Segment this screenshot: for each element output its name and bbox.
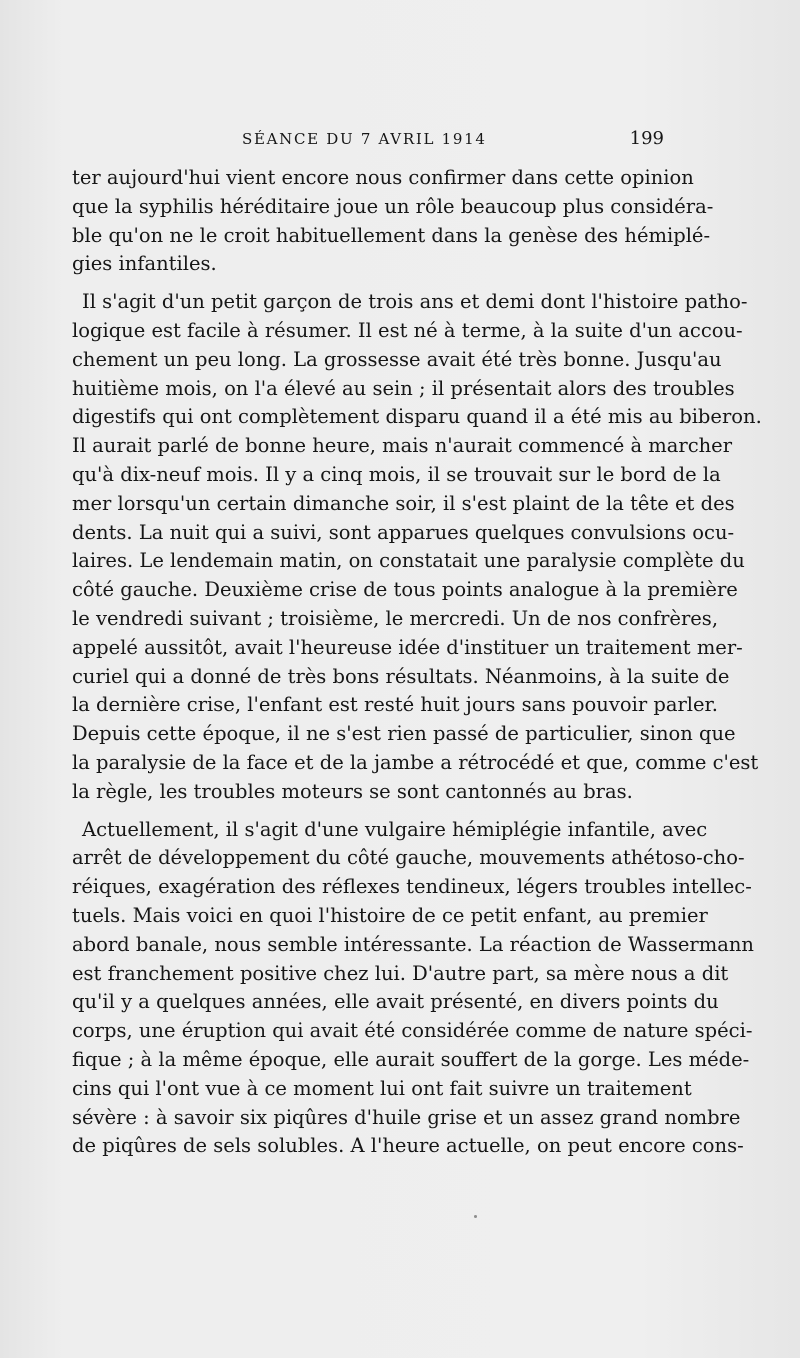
paper-speck <box>474 1215 477 1218</box>
text-line: chement un peu long. La grossesse avait été très bonne. Jusqu'au <box>72 347 722 371</box>
text-line: le vendredi suivant ; troisième, le mercredi. Un de nos confrères, <box>72 606 719 630</box>
text-line: curiel qui a donné de très bons résultats. Néanmoins, à la suite de <box>72 664 730 688</box>
text-line: la règle, les troubles moteurs se sont cantonnés au bras. <box>72 779 633 803</box>
text-line: qu'il y a quelques années, elle avait présenté, en divers points du <box>72 990 719 1014</box>
text-line: côté gauche. Deuxième crise de tous points analogue à la première <box>72 578 738 602</box>
text-line: Il s'agit d'un petit garçon de trois ans et demi dont l'histoire patho- <box>82 290 748 314</box>
text-line: digestifs qui ont complètement disparu quand il a été mis au biberon. <box>72 405 762 429</box>
text-line: cins qui l'ont vue à ce moment lui ont fait suivre un traitement <box>72 1076 692 1100</box>
text-line: est franchement positive chez lui. D'autre part, sa mère nous a dit <box>72 961 729 985</box>
running-title: SÉANCE DU 7 AVRIL 1914 <box>242 130 487 148</box>
text-line: que la syphilis héréditaire joue un rôle beaucoup plus considéra- <box>72 194 714 218</box>
text-line: Depuis cette époque, il ne s'est rien passé de particulier, sinon que <box>72 722 736 746</box>
text-line: la dernière crise, l'enfant est resté huit jours sans pouvoir parler. <box>72 693 718 717</box>
text-line: dents. La nuit qui a suivi, sont apparues quelques convulsions ocu- <box>72 520 735 544</box>
text-line: de piqûres de sels solubles. A l'heure actuelle, on peut encore cons- <box>72 1134 744 1158</box>
text-line: laires. Le lendemain matin, on constatait une paralysie complète du <box>72 549 745 573</box>
text-line: Il aurait parlé de bonne heure, mais n'aurait commencé à marcher <box>72 434 733 458</box>
body-text <box>72 164 762 1161</box>
paragraph-3 <box>72 816 754 1162</box>
running-header <box>72 128 664 164</box>
text-line: sévère : à savoir six piqûres d'huile grise et un assez grand nombre <box>72 1105 741 1129</box>
text-line: abord banale, nous semble intéressante. La réaction de Wassermann <box>72 932 754 956</box>
text-line: la paralysie de la face et de la jambe a rétrocédé et que, comme c'est <box>72 750 759 774</box>
text-line: huitième mois, on l'a élevé au sein ; il présentait alors des troubles <box>72 376 735 400</box>
text-line: logique est facile à résumer. Il est né à terme, à la suite d'un accou- <box>72 318 743 342</box>
text-line: gies infantiles. <box>72 252 217 276</box>
text-line: tuels. Mais voici en quoi l'histoire de ce petit enfant, au premier <box>72 903 708 927</box>
text-line: qu'à dix-neuf mois. Il y a cinq mois, il se trouvait sur le bord de la <box>72 462 721 486</box>
text-line: ter aujourd'hui vient encore nous confirmer dans cette opinion <box>72 166 694 189</box>
text-line: fique ; à la même époque, elle aurait souffert de la gorge. Les méde- <box>72 1047 750 1071</box>
paragraph-2 <box>72 288 762 806</box>
text-line: mer lorsqu'un certain dimanche soir, il s'est plaint de la tête et des <box>72 491 735 515</box>
text-line: arrêt de développement du côté gauche, mouvements athétoso-cho- <box>72 846 745 870</box>
text-line: corps, une éruption qui avait été considérée comme de nature spéci- <box>72 1019 753 1043</box>
paragraph-1 <box>72 164 714 279</box>
text-line: ble qu'on ne le croit habituellement dans la genèse des hémiplé- <box>72 223 711 247</box>
text-line: Actuellement, il s'agit d'une vulgaire hémiplégie infantile, avec <box>82 817 708 841</box>
text-line: appelé aussitôt, avait l'heureuse idée d'instituer un traitement mer- <box>72 635 743 659</box>
page-number: 199 <box>629 128 664 149</box>
text-line: réiques, exagération des réflexes tendineux, légers troubles intellec- <box>72 875 752 899</box>
